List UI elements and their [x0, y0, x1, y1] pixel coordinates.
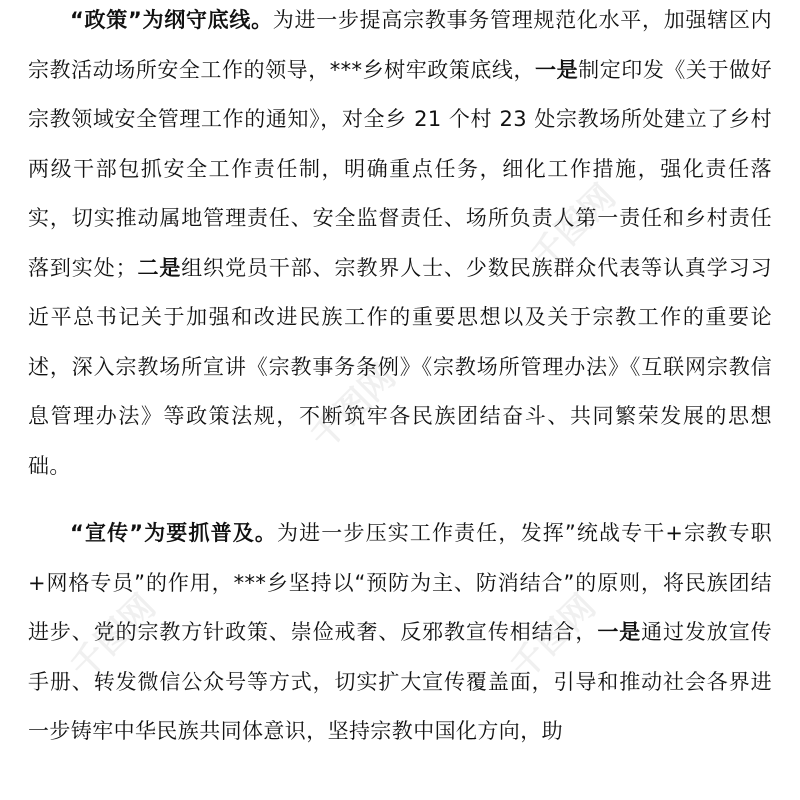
watermark: 千图网	[303, 356, 404, 458]
paragraph-policy	[28, 0, 772, 491]
watermark: 千图网	[63, 586, 164, 688]
watermark: 千图网	[503, 586, 604, 688]
ordinal-first: 一是	[535, 57, 579, 82]
ordinal-first: 一是	[597, 620, 642, 644]
text-segment: 组织党员干部、宗教界人士、少数民族群众代表等认真学习习近平总书记关于加强和改进民族工作的重要思想以及关于宗教工作的重要论述，深入宗教场所宣讲《宗教事务条例》《宗教场所管理办法》《互联网宗教信息管理办法》等政策法规，不断筑牢各民族团结奋斗、共同繁荣发展的思想础。	[28, 255, 772, 478]
paragraph-lead: “政策”为纲守底线。	[70, 8, 273, 32]
text-segment: 通过发放宣传手册、转发微信公众号等方式，切实扩大宣传覆盖面，引导和推动社会各界进一步铸牢中华民族共同体意识，坚持宗教中国化方向，助	[28, 620, 772, 743]
watermark: 千图网	[523, 176, 624, 278]
document-body	[28, 0, 772, 775]
text-segment: 为进一步压实工作责任，发挥”统战专干+宗教专职+网格专员”的作用，***乡坚持以“预防为主、防消结合”的原则，将民族团结进步、党的宗教方针政策、崇俭戒奢、反邪教宣传相结合，	[28, 521, 772, 644]
paragraph-publicity	[28, 509, 772, 757]
ordinal-second: 二是	[136, 255, 182, 280]
text-segment: 为进一步提高宗教事务管理规范化水平，加强辖区内宗教活动场所安全工作的领导，***乡树牢政策底线，	[28, 8, 772, 82]
text-segment: 制定印发《关于做好宗教领域安全管理工作的通知》，对全乡 21 个村 23 处宗教场所处建立了乡村两级干部包抓安全工作责任制，明确重点任务，细化工作措施，强化责任落实，切实推动属地管理责任、安全监督责任、场所负责人第一责任和乡村责任落到实处；	[28, 57, 772, 280]
paragraph-lead: “宣传”为要抓普及。	[70, 521, 278, 545]
